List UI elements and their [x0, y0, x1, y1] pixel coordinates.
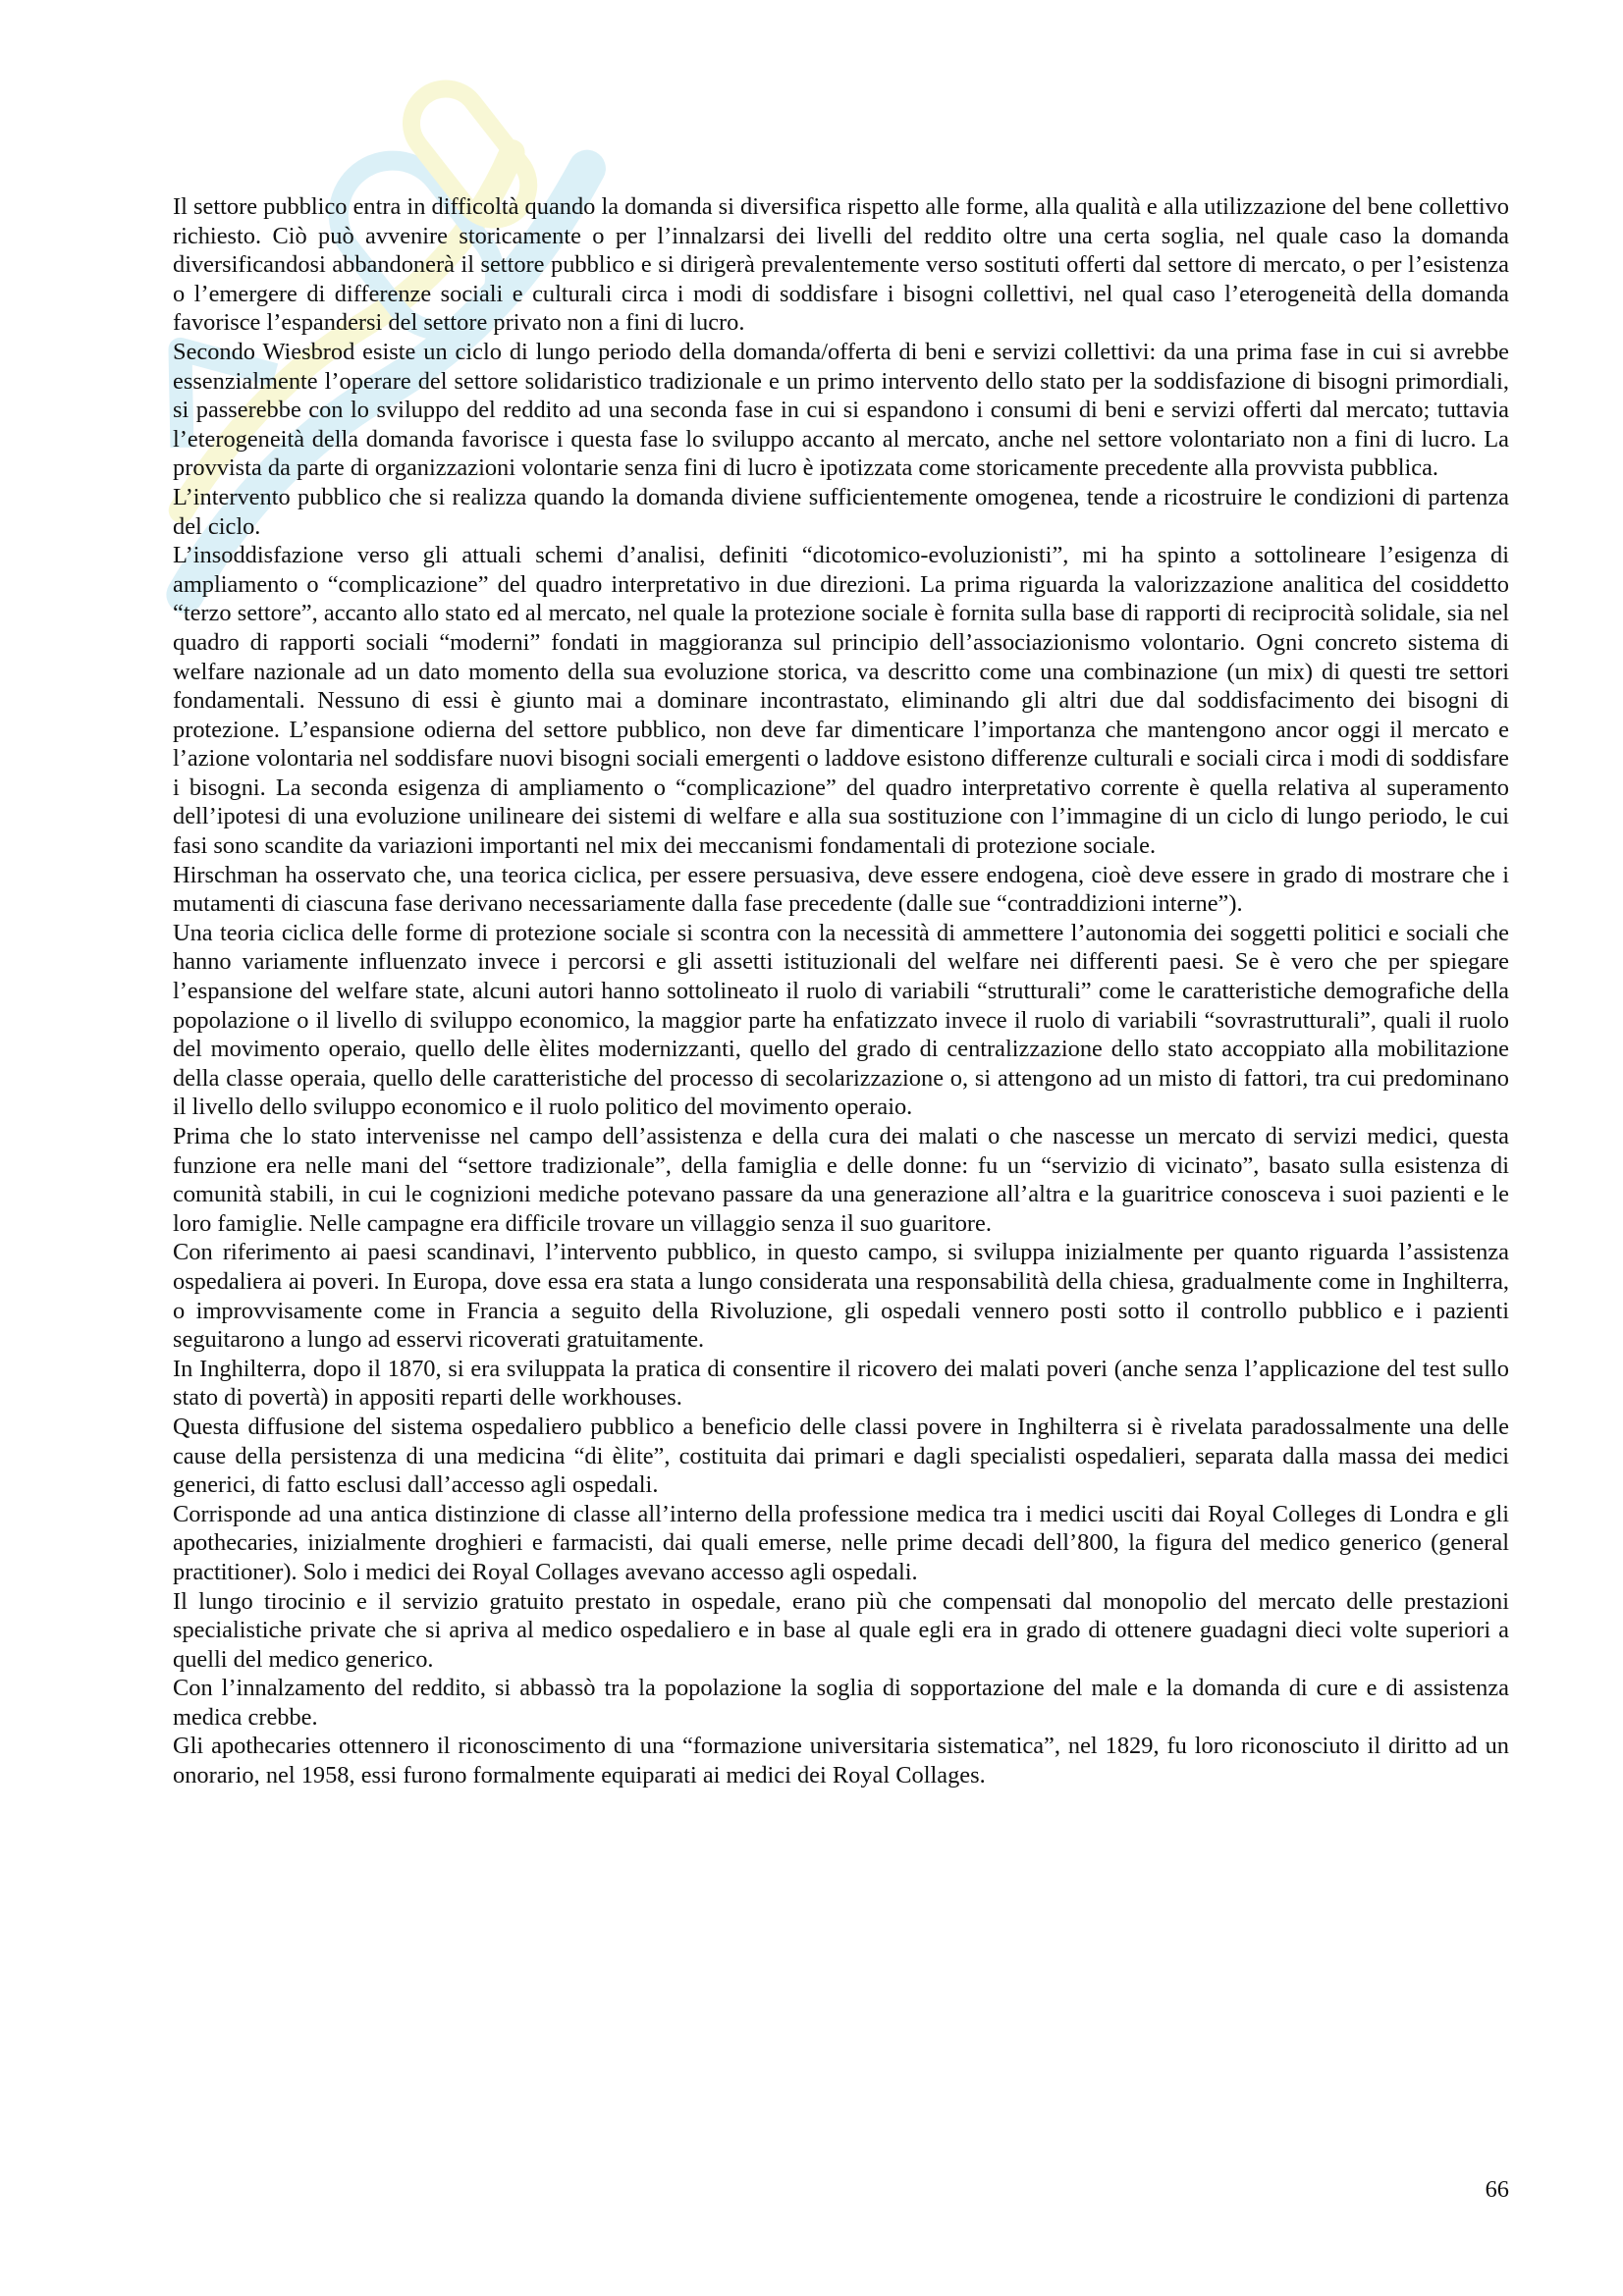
- paragraph-12: Il lungo tirocinio e il servizio gratuito prestato in ospedale, erano più che compensati dal monopolio del mercato delle prestazioni specialistiche private che si apriva al medico ospedaliero e in base al quale egli era in grado di ottenere guadagni dieci volte superiori a quelli del medico generico.: [173, 1587, 1509, 1673]
- paragraph-2: Secondo Wiesbrod esiste un ciclo di lungo periodo della domanda/offerta di beni e servizi collettivi: da una prima fase in cui si avrebbe essenzialmente l’operare del settore solidaristico tradizionale e un primo intervento dello stato per la soddisfazione di bisogni primordiali, si passerebbe con lo sviluppo del reddito ad una seconda fase in cui si espandono i consumi di beni e servizi offerti dal mercato; tuttavia l’eterogeneità della domanda favorisce i questa fase lo sviluppo accanto al mercato, anche nel settore volontariato non a fini di lucro. La provvista da parte di organizzazioni volontarie senza fini di lucro è ipotizzata come storicamente precedente alla provvista pubblica.: [173, 338, 1509, 482]
- paragraph-1: Il settore pubblico entra in difficoltà quando la domanda si diversifica rispetto alle forme, alla qualità e alla utilizzazione del bene collettivo richiesto. Ciò può avvenire storicamente o per l’innalzarsi dei livelli del reddito oltre una certa soglia, nel quale caso la domanda diversificandosi abbandonerà il settore pubblico e si dirigerà prevalentemente verso sostituti offerti dal settore di mercato, o per l’esistenza o l’emergere di differenze sociali e culturali circa i modi di soddisfare i bisogni collettivi, nel qual caso l’eterogeneità della domanda favorisce l’espandersi del settore privato non a fini di lucro.: [173, 193, 1509, 337]
- paragraph-14: Gli apothecaries ottennero il riconoscimento di una “formazione universitaria sistematica”, nel 1829, fu loro riconosciuto il diritto ad un onorario, nel 1958, essi furono formalmente equiparati ai medici dei Royal Collages.: [173, 1733, 1509, 1789]
- paragraph-11: Corrisponde ad una antica distinzione di classe all’interno della professione medica tra i medici usciti dai Royal Colleges di Londra e gli apothecaries, inizialmente droghieri e farmacisti, dai quali emerse, nelle prime decadi dell’800, la figura del medico generico (general practitioner). Solo i medici dei Royal Collages avevano accesso agli ospedali.: [173, 1500, 1509, 1585]
- paragraph-6: Una teoria ciclica delle forme di protezione sociale si scontra con la necessità di ammettere l’autonomia dei soggetti politici e sociali che hanno variamente influenzato invece i percorsi e gli assetti istituzionali del welfare nei differenti paesi. Se è vero che per spiegare l’espansione del welfare state, alcuni autori hanno sottolineato il ruolo di variabili “strutturali” come le caratteristiche demografiche della popolazione o il livello di sviluppo economico, la maggior parte ha enfatizzato invece il ruolo di variabili “sovrastrutturali”, quali il ruolo del movimento operaio, quello delle èlites modernizzanti, quello del grado di centralizzazione dello stato accoppiato alla mobilitazione della classe operaia, quello delle caratteristiche del processo di secolarizzazione o, si attengono ad un misto di fattori, tra cui predominano il livello dello sviluppo economico e il ruolo politico del movimento operaio.: [173, 919, 1509, 1121]
- document-body: [173, 192, 1509, 1790]
- paragraph-7: Prima che lo stato intervenisse nel campo dell’assistenza e della cura dei malati o che nascesse un mercato di servizi medici, questa funzione era nelle mani del “settore tradizionale”, della famiglia e delle donne: fu un “servizio di vicinato”, basato sulla esistenza di comunità stabili, in cui le cognizioni mediche potevano passare da una generazione all’altra e la guaritrice conosceva i suoi pazienti e le loro famiglie. Nelle campagne era difficile trovare un villaggio senza il suo guaritore.: [173, 1123, 1509, 1237]
- paragraph-8: Con riferimento ai paesi scandinavi, l’intervento pubblico, in questo campo, si sviluppa inizialmente per quanto riguarda l’assistenza ospedaliera ai poveri. In Europa, dove essa era stata a lungo considerata una responsabilità della chiesa, gradualmente come in Inghilterra, o improvvisamente come in Francia a seguito della Rivoluzione, gli ospedali vennero posti sotto il controllo pubblico e i pazienti seguitarono a lungo ad esservi ricoverati gratuitamente.: [173, 1239, 1509, 1354]
- paragraph-13: Con l’innalzamento del reddito, si abbassò tra la popolazione la soglia di sopportazione del male e la domanda di cure e di assistenza medica crebbe.: [173, 1675, 1509, 1731]
- paragraph-5: Hirschman ha osservato che, una teorica ciclica, per essere persuasiva, deve essere endogena, cioè deve essere in grado di mostrare che i mutamenti di ciascuna fase derivano necessariamente dalla fase precedente (dalle sue “contraddizioni interne”).: [173, 861, 1509, 918]
- page-number: 66: [1485, 2176, 1509, 2203]
- paragraph-10: Questa diffusione del sistema ospedaliero pubblico a beneficio delle classi povere in Inghilterra si è rivelata paradossalmente una delle cause della persistenza di una medicina “di èlite”, costituita dai primari e dagli specialisti ospedalieri, separata dalla massa dei medici generici, di fatto esclusi dall’accesso agli ospedali.: [173, 1413, 1509, 1499]
- paragraph-4: L’insoddisfazione verso gli attuali schemi d’analisi, definiti “dicotomico-evoluzionisti”, mi ha spinto a sottolineare l’esigenza di ampliamento o “complicazione” del quadro interpretativo in due direzioni. La prima riguarda la valorizzazione analitica del cosiddetto “terzo settore”, accanto allo stato ed al mercato, nel quale la protezione sociale è fornita sulla base di rapporti di reciprocità solidale, sia nel quadro di rapporti sociali “moderni” fondati in maggioranza sul principio dell’associazionismo volontario. Ogni concreto sistema di welfare nazionale ad un dato momento della sua evoluzione storica, va descritto come una combinazione (un mix) di questi tre settori fondamentali. Nessuno di essi è giunto mai a dominare incontrastato, eliminando gli altri due dal soddisfacimento dei bisogni di protezione. L’espansione odierna del settore pubblico, non deve far dimenticare l’importanza che mantengono ancor oggi il mercato e l’azione volontaria nel soddisfare nuovi bisogni sociali emergenti o laddove esistono differenze culturali e sociali circa i modi di soddisfare i bisogni. La seconda esigenza di ampliamento o “complicazione” del quadro interpretativo corrente è quella relativa al superamento dell’ipotesi di una evoluzione unilineare dei sistemi di welfare e alla sua sostituzione con l’immagine di un ciclo di lungo periodo, le cui fasi sono scandite da variazioni importanti nel mix dei meccanismi fondamentali di protezione sociale.: [173, 542, 1509, 860]
- paragraph-9: In Inghilterra, dopo il 1870, si era sviluppata la pratica di consentire il ricovero dei malati poveri (anche senza l’applicazione del test sullo stato di povertà) in appositi reparti delle workhouses.: [173, 1355, 1509, 1412]
- paragraph-3: L’intervento pubblico che si realizza quando la domanda diviene sufficientemente omogenea, tende a ricostruire le condizioni di partenza del ciclo.: [173, 483, 1509, 540]
